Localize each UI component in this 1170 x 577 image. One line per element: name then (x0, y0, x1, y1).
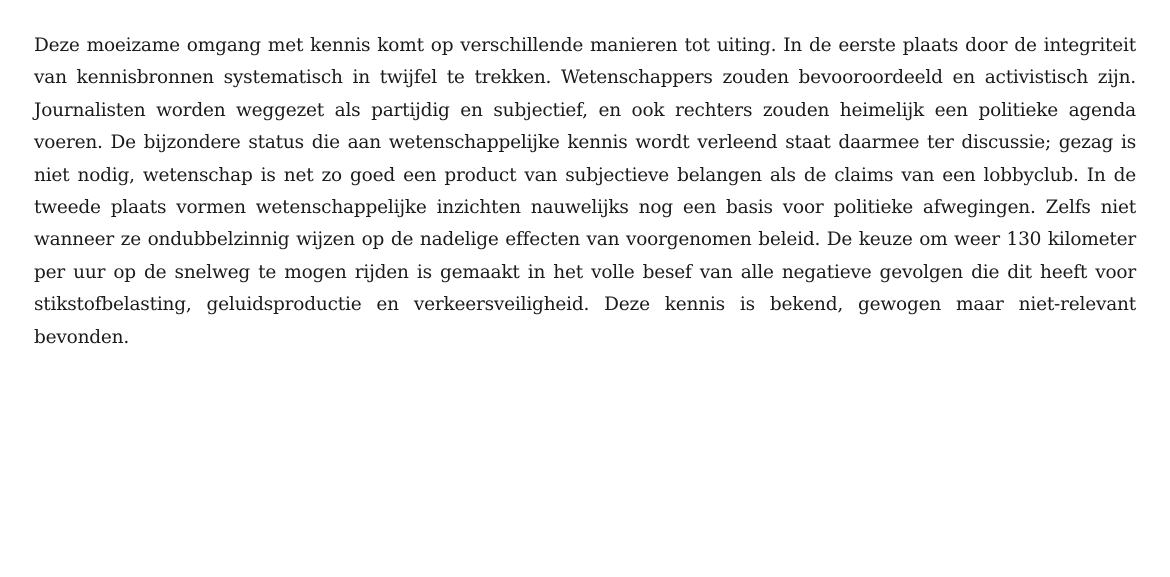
document-page (34, 30, 1136, 354)
body-paragraph: Deze moeizame omgang met kennis komt op verschillende manieren tot uiting. In de eerste plaats door de integriteit van kennisbronnen systematisch in twijfel te trekken. Wetenschappers zouden bevooroordeeld en activistisch zijn. Journalisten worden weggezet als partijdig en subjectief, en ook rechters zouden heimelijk een politieke agenda voeren. De bijzondere status die aan wetenschappelijke kennis wordt verleend staat daarmee ter discussie; gezag is niet nodig, wetenschap is net zo goed een product van subjectieve belangen als de claims van een lobbyclub. In de tweede plaats vormen wetenschappelijke inzichten nauwelijks nog een basis voor politieke afwegingen. Zelfs niet wanneer ze ondubbelzinnig wijzen op de nadelige effecten van voorgenomen beleid. De keuze om weer 130 kilometer per uur op de snelweg te mogen rijden is gemaakt in het volle besef van alle negatieve gevolgen die dit heeft voor stikstofbelasting, geluidsproductie en verkeersveiligheid. Deze kennis is bekend, gewogen maar niet-relevant bevonden. (34, 35, 1136, 348)
